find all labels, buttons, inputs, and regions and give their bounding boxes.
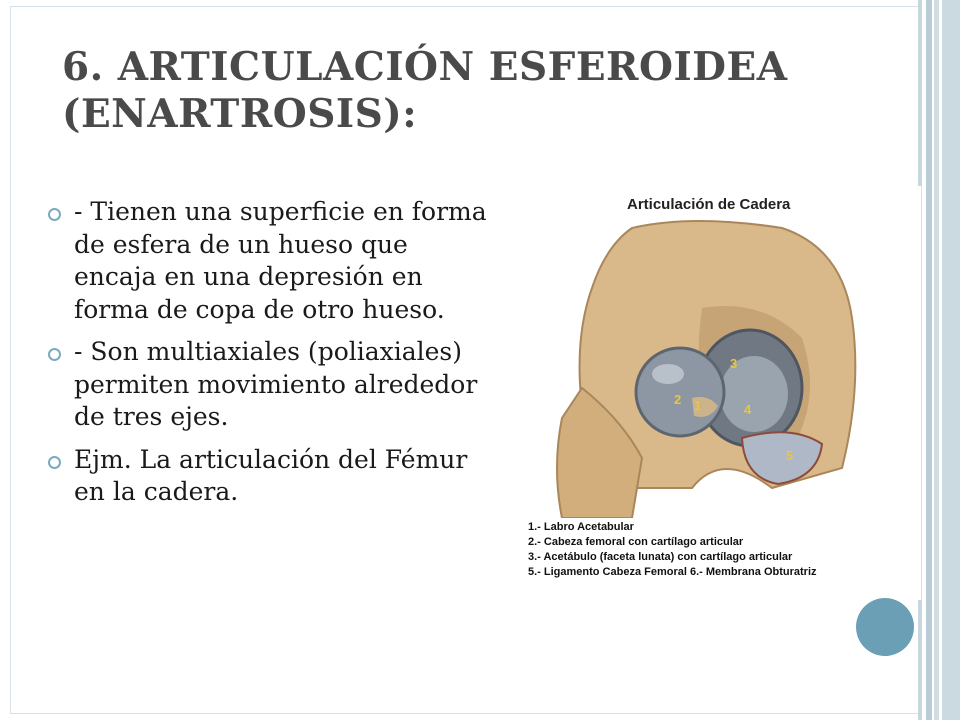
decor-rail xyxy=(926,0,932,720)
figure-legend xyxy=(528,520,878,579)
decor-circle xyxy=(856,598,914,656)
label-number: 5 xyxy=(786,448,794,463)
legend-item: 5.- Ligamento Cabeza Femoral 6.- Membrana Obturatriz xyxy=(528,565,817,578)
legend-item: 2.- Cabeza femoral con cartílago articular xyxy=(528,535,744,548)
bullet-item xyxy=(48,444,488,509)
decor-rail xyxy=(934,0,939,720)
figure-caption: Articulación de Cadera xyxy=(627,196,791,213)
slide-title: 6. ARTICULACIÓN ESFEROIDEA (ENARTROSIS): xyxy=(62,44,788,137)
bullet-text: - Tienen una superficie en forma de esfera de un hueso que encaja en una depresión en forma de copa de otro hueso. xyxy=(74,197,487,324)
hip-joint-figure xyxy=(522,188,880,588)
bullet-marker-icon xyxy=(48,348,61,361)
label-number: 2 xyxy=(674,392,682,407)
bullet-marker-icon xyxy=(48,456,61,469)
label-number: 3 xyxy=(730,356,738,371)
decor-rail xyxy=(918,0,922,186)
decor-rail xyxy=(918,600,922,720)
label-number: 4 xyxy=(744,402,752,417)
bullet-list xyxy=(48,196,488,519)
bullet-item xyxy=(48,336,488,434)
bullet-item xyxy=(48,196,488,326)
legend-item: 3.- Acetábulo (faceta lunata) con cartílago articular xyxy=(528,550,793,563)
legend-item: 1.- Labro Acetabular xyxy=(528,521,634,533)
femoral-head-highlight xyxy=(652,364,684,384)
bullet-text: Ejm. La articulación del Fémur en la cadera. xyxy=(74,444,468,506)
decor-rail xyxy=(942,0,960,720)
hip-joint-illustration xyxy=(522,188,880,518)
bullet-marker-icon xyxy=(48,208,61,221)
label-number: 1 xyxy=(694,398,702,413)
bullet-text: - Son multiaxiales (poliaxiales) permiten movimiento alrededor de tres ejes. xyxy=(74,337,478,431)
